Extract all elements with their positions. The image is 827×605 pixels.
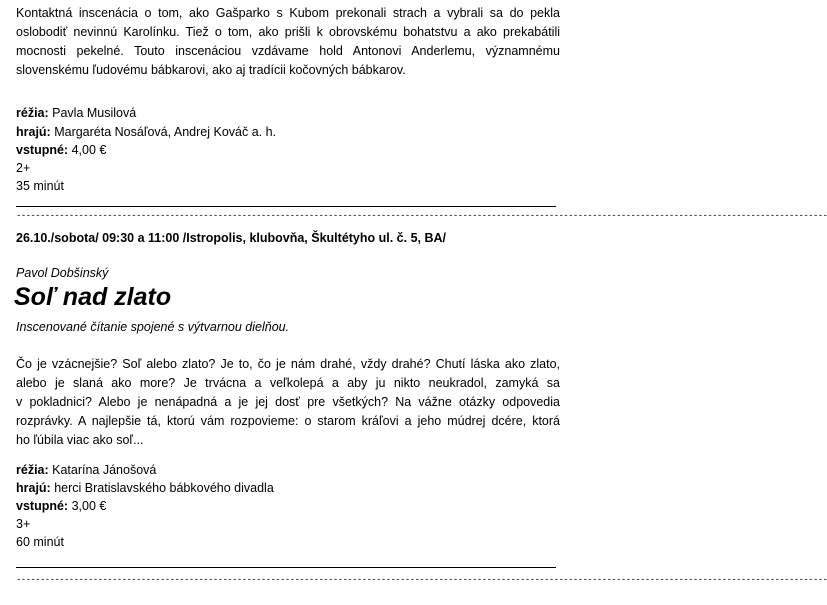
event2-description-line: v pokladnici? Alebo je nenápadná a je jej dosť pre všetkých? Na vážne otázky odpovedia: [16, 395, 560, 409]
event1-description-line: oslobodiť nevinnú Karolínku. Tiež o tom, ako prišli k obrovskému bohatstvu a ako prekabátili: [16, 25, 560, 39]
cast-value: Margaréta Nosáľová, Andrej Kováč a. h.: [50, 125, 277, 139]
admission-value: 4,00 €: [68, 143, 107, 157]
separator-rule: [16, 206, 556, 207]
event1-admission: [16, 143, 106, 157]
cast-value: herci Bratislavského bábkového divadla: [50, 481, 274, 495]
directing-value: Katarína Jánošová: [48, 463, 157, 477]
event2-description: [16, 355, 560, 450]
event1-description: [16, 4, 560, 80]
event2-description-line: rozprávky. A najlepšie tá, ktorú vám rozpovieme: o starom kráľovi a jeho múdrej dcére, ktorá: [16, 414, 560, 428]
event2-description-line: Čo je vzácnejšie? Soľ alebo zlato? Je to, čo je nám drahé, vždy drahé? Chutí láska ako zlato,: [16, 357, 560, 371]
event1-duration: 35 minút: [16, 179, 64, 193]
event2-dateline: 26.10./sobota/ 09:30 a 11:00 /Istropolis, klubovňa, Škultétyho ul. č. 5, BA/: [16, 231, 447, 245]
separator-dashes: -------------------------------------------------------------------------------------------------------------------------------------------------------------------------: [16, 575, 827, 585]
directing-value: Pavla Musilová: [48, 106, 137, 120]
directing-label: réžia:: [16, 106, 49, 120]
event2-cast: [16, 481, 274, 495]
event2-title: Soľ nad zlato: [14, 283, 172, 311]
event1-description-line: mocnosti pekelné. Touto inscenáciou vzdávame hold Antonovi Anderlemu, významnému: [16, 44, 560, 58]
event2-admission: [16, 499, 106, 513]
event2-subtitle: Inscenované čítanie spojené s výtvarnou dielňou.: [16, 320, 290, 334]
separator-dashes: -------------------------------------------------------------------------------------------------------------------------------------------------------------------------: [16, 211, 827, 221]
event1-directing: [16, 106, 136, 120]
event1-description-line: Kontaktná inscenácia o tom, ako Gašparko s Kubom prekonali strach a vybrali sa do pekla: [16, 6, 560, 20]
admission-value: 3,00 €: [68, 499, 107, 513]
event2-author: Pavol Dobšinský: [16, 266, 109, 280]
separator-rule: [16, 567, 556, 568]
event2-age: 3+: [16, 517, 31, 531]
cast-label: hrajú:: [16, 481, 51, 495]
event2-description-line: alebo je slaná ako more? Je trvácna a veľkolepá a aby ju nikto neukradol, zamyká sa: [16, 376, 560, 390]
event2-directing: [16, 463, 156, 477]
admission-label: vstupné:: [16, 499, 69, 513]
admission-label: vstupné:: [16, 143, 69, 157]
event2-description-line: ho ľúbila viac ako soľ...: [16, 433, 144, 447]
directing-label: réžia:: [16, 463, 49, 477]
event1-description-line: slovenskému ľudovému bábkarovi, ako aj tradícii kočovných bábkarov.: [16, 63, 406, 77]
event1-cast: [16, 125, 276, 139]
event1-age: 2+: [16, 161, 31, 175]
cast-label: hrajú:: [16, 125, 51, 139]
event2-duration: 60 minút: [16, 535, 64, 549]
